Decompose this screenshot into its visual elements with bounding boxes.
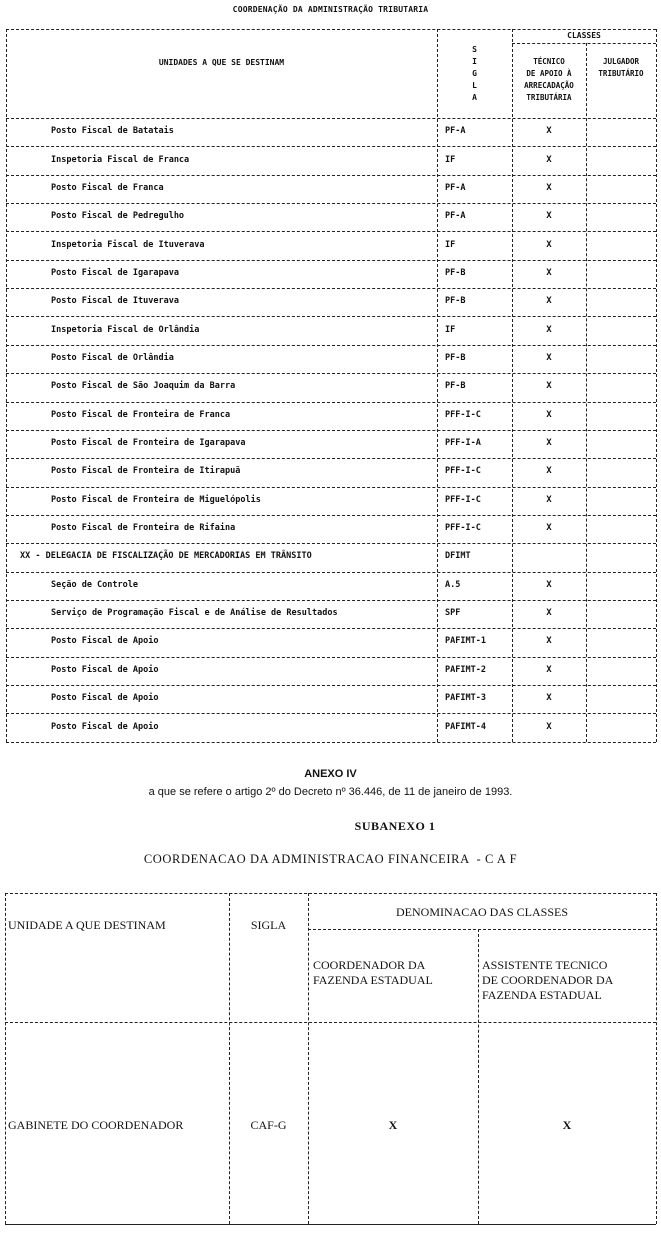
header-julgador-line: TRIBUTÁRIO <box>598 69 644 78</box>
row-tecnico-mark: X <box>546 438 552 449</box>
row-sigla: IF <box>445 239 456 250</box>
row-sigla: IF <box>445 154 456 165</box>
header-tecnico-line: TÉCNICO <box>533 57 565 66</box>
row-unidade: Posto Fiscal de Orlândia <box>51 352 174 363</box>
header-unidades: UNIDADES A QUE SE DESTINAM <box>158 58 285 67</box>
row-tecnico-mark: X <box>546 381 552 392</box>
row-unidade: Serviço de Programação Fiscal e de Análise de Resultados <box>51 608 338 619</box>
row-sigla: PAFIMT-1 <box>445 636 486 647</box>
row-sigla: IF <box>445 324 456 335</box>
row-tecnico-mark: X <box>546 182 552 193</box>
row-rule <box>6 600 656 601</box>
header-tecnico-line: ARRECADAÇÃO <box>524 81 574 90</box>
header-denominacao: DENOMINACAO DAS CLASSES <box>395 905 569 919</box>
header-sigla-letter: L <box>472 81 477 90</box>
row-tecnico-mark: X <box>546 579 552 590</box>
header-tecnico-line: DE APOIO À <box>526 69 572 78</box>
row-sigla: PF-B <box>445 381 466 392</box>
row-tecnico-mark: X <box>546 267 552 278</box>
header-sigla-letter: G <box>472 69 477 78</box>
row-tecnico-mark: X <box>546 636 552 647</box>
row-rule <box>6 628 656 629</box>
row-rule <box>6 685 656 686</box>
row-unidade: Inspetoria Fiscal de Orlândia <box>51 324 200 335</box>
row-tecnico-mark: X <box>546 296 552 307</box>
row-unidade: Posto Fiscal de Ituverava <box>51 296 179 307</box>
table2-header-rule <box>5 1022 656 1023</box>
table2-top-rule <box>5 893 656 894</box>
table2-col-rule <box>308 893 309 1224</box>
row-unidade: Posto Fiscal de São Joaquim da Barra <box>51 381 236 392</box>
row-sigla: PAFIMT-4 <box>445 721 486 732</box>
row-sigla: PFF-I-C <box>445 466 481 477</box>
header-sigla: SIGLA <box>250 918 287 932</box>
row-unidade: Posto Fiscal de Igarapava <box>51 267 179 278</box>
header-col2-line: DE COORDENADOR DA <box>482 973 614 987</box>
row-sigla: PF-B <box>445 352 466 363</box>
row-sigla: PF-A <box>445 211 466 222</box>
row-tecnico-mark: X <box>546 154 552 165</box>
row-tecnico-mark: X <box>546 126 552 137</box>
row-unidade: Posto Fiscal de Fronteira de Franca <box>51 409 231 420</box>
row-rule <box>6 175 656 176</box>
row-sigla: PF-B <box>445 267 466 278</box>
row-unidade: Posto Fiscal de Fronteira de Itirapuã <box>51 466 241 477</box>
row-unidade: Posto Fiscal de Apoio <box>51 693 159 704</box>
row-tecnico-mark: X <box>546 211 552 222</box>
row-tecnico-mark: X <box>546 693 552 704</box>
row-rule <box>6 515 656 516</box>
row-rule <box>6 487 656 488</box>
row-tecnico-mark: X <box>546 409 552 420</box>
row-rule <box>6 657 656 658</box>
row-unidade: XX - DELEGACIA DE FISCALIZAÇÃO DE MERCADORIAS EM TRÂNSITO <box>20 551 312 562</box>
row-tecnico-mark: X <box>546 466 552 477</box>
row-rule <box>6 742 656 743</box>
row-sigla: PF-A <box>445 126 466 137</box>
table2-col-rule <box>478 929 479 1224</box>
subanexo-title: SUBANEXO 1 <box>354 819 436 833</box>
row-unidade: Posto Fiscal de Apoio <box>51 721 159 732</box>
row-rule <box>6 203 656 204</box>
header-tecnico-line: TRIBUTÁRIA <box>526 93 572 102</box>
row-unidade: Inspetoria Fiscal de Ituverava <box>51 239 205 250</box>
table1-col-rule <box>512 29 513 742</box>
row-rule <box>6 345 656 346</box>
row-col2-mark: X <box>562 1118 572 1132</box>
row-unidade: Posto Fiscal de Fronteira de Igarapava <box>51 438 246 449</box>
row-tecnico-mark: X <box>546 324 552 335</box>
row-tecnico-mark: X <box>546 523 552 534</box>
row-unidade: Posto Fiscal de Fronteira de Rifaina <box>51 523 236 534</box>
anexo-subtitle: a que se refere o artigo 2º do Decreto nº 36.446, de 11 de janeiro de 1993. <box>148 786 513 798</box>
header-col2-line: FAZENDA ESTADUAL <box>482 988 602 1002</box>
table2-col-rule <box>5 893 6 1224</box>
row-sigla: A.5 <box>445 579 461 590</box>
row-unidade: Posto Fiscal de Pedregulho <box>51 211 185 222</box>
row-sigla: SPF <box>445 608 461 619</box>
row-tecnico-mark: X <box>546 608 552 619</box>
row-sigla: PF-A <box>445 182 466 193</box>
row-unidade: Posto Fiscal de Franca <box>51 182 164 193</box>
coordenacao-title: COORDENACAO DA ADMINISTRACAO FINANCEIRA - C A F <box>143 852 518 866</box>
table1-header-rule <box>6 118 656 119</box>
header-sigla-letter: A <box>472 93 477 102</box>
row-unidade: Posto Fiscal de Batatais <box>51 126 174 137</box>
anexo-title: ANEXO IV <box>304 768 357 780</box>
header-julgador-line: JULGADOR <box>602 57 640 66</box>
row-rule <box>6 572 656 573</box>
row-unidade: Posto Fiscal de Apoio <box>51 636 159 647</box>
row-unidade: Posto Fiscal de Apoio <box>51 664 159 675</box>
row-rule <box>6 430 656 431</box>
row-sigla: PF-B <box>445 296 466 307</box>
row-col1-mark: X <box>388 1118 398 1132</box>
table1-col-rule <box>586 43 587 742</box>
row-tecnico-mark: X <box>546 494 552 505</box>
denominacao-rule <box>308 929 656 930</box>
classes-rule <box>512 43 656 44</box>
row-sigla: PFF-I-A <box>445 438 481 449</box>
row-rule <box>6 288 656 289</box>
row-unidade: GABINETE DO COORDENADOR <box>8 1118 184 1132</box>
table1-title: COORDENAÇÃO DA ADMINISTRAÇÃO TRIBUTARIA <box>232 5 429 14</box>
row-sigla: PAFIMT-2 <box>445 664 486 675</box>
row-tecnico-mark: X <box>546 721 552 732</box>
table2-bottom-rule <box>5 1224 656 1225</box>
row-unidade: Seção de Controle <box>51 579 138 590</box>
row-rule <box>6 458 656 459</box>
table2-col-rule <box>229 893 230 1224</box>
row-rule <box>6 713 656 714</box>
row-sigla: PFF-I-C <box>445 523 481 534</box>
row-sigla: PAFIMT-3 <box>445 693 486 704</box>
header-col1-line: COORDENADOR DA <box>313 958 426 972</box>
row-unidade: Inspetoria Fiscal de Franca <box>51 154 190 165</box>
row-sigla: DFIMT <box>445 551 471 562</box>
row-rule <box>6 316 656 317</box>
row-sigla: PFF-I-C <box>445 494 481 505</box>
row-tecnico-mark: X <box>546 352 552 363</box>
header-sigla-letter: I <box>472 57 477 66</box>
header-sigla-letter: S <box>472 45 477 54</box>
table1-col-rule <box>6 29 7 742</box>
table1-col-rule <box>437 29 438 742</box>
row-rule <box>6 402 656 403</box>
header-col1-line: FAZENDA ESTADUAL <box>313 973 433 987</box>
row-rule <box>6 146 656 147</box>
row-rule <box>6 231 656 232</box>
row-tecnico-mark: X <box>546 664 552 675</box>
table1-col-rule <box>656 29 657 742</box>
row-rule <box>6 543 656 544</box>
header-col2-line: ASSISTENTE TECNICO <box>482 958 608 972</box>
row-sigla: PFF-I-C <box>445 409 481 420</box>
row-unidade: Posto Fiscal de Fronteira de Miguelópolis <box>51 494 261 505</box>
table2-col-rule <box>656 893 657 1224</box>
header-unidade: UNIDADE A QUE DESTINAM <box>8 918 166 932</box>
row-rule <box>6 260 656 261</box>
row-sigla: CAF-G <box>250 1118 287 1132</box>
row-tecnico-mark: X <box>546 239 552 250</box>
header-classes: CLASSES <box>567 31 601 40</box>
row-rule <box>6 373 656 374</box>
